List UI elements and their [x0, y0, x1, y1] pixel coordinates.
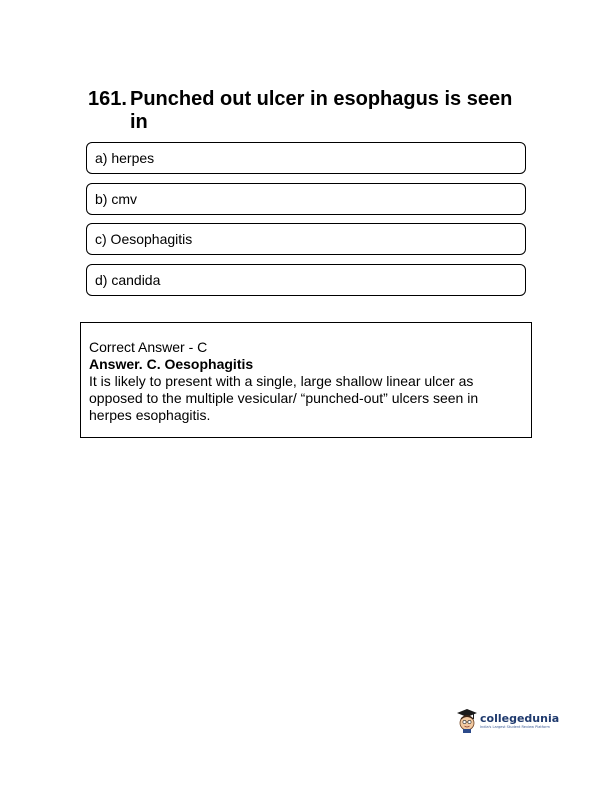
graduate-mascot-icon: [456, 708, 478, 734]
collegedunia-logo: [456, 706, 566, 736]
question-text: Punched out ulcer in esophagus is seen in: [130, 88, 513, 133]
option-a[interactable]: a) herpes: [86, 142, 526, 174]
logo-text: [480, 713, 559, 730]
option-c[interactable]: c) Oesophagitis: [86, 223, 526, 255]
question-heading: [88, 88, 528, 134]
question-number: 161.: [88, 88, 127, 110]
answer-heading: Answer. C. Oesophagitis: [89, 356, 254, 372]
option-d[interactable]: d) candida: [86, 264, 526, 296]
logo-name: collegedunia: [480, 711, 560, 725]
answer-box: [80, 322, 532, 438]
correct-answer-line: Correct Answer - C: [89, 339, 208, 355]
logo-tagline: India's Largest Student Review Platform: [480, 724, 550, 729]
options-list: [86, 142, 526, 304]
option-b[interactable]: b) cmv: [86, 183, 526, 215]
answer-explanation: It is likely to present with a single, large shallow linear ulcer as opposed to the multiple vesicular/ “punched-out” ulcers seen in herpes esophagitis.: [89, 373, 479, 423]
